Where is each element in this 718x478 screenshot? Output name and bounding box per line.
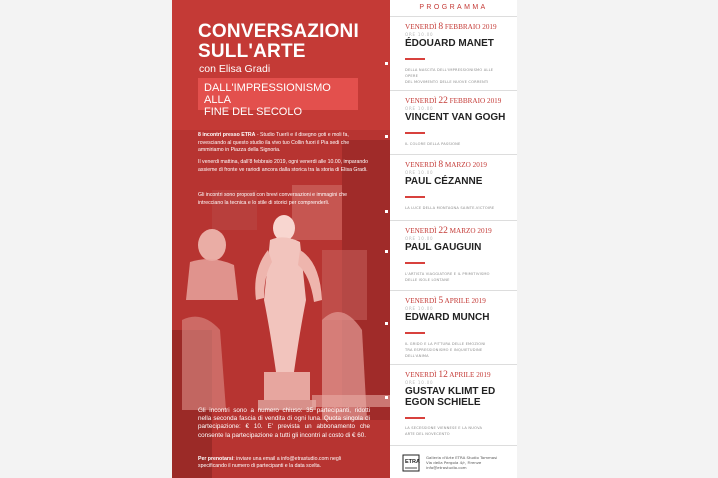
desc-line: DEL MOVIMENTO DELLE NUOVE CORRENTI <box>405 80 489 84</box>
theme-line: DALL'IMPRESSIONISMO ALLA <box>204 82 331 106</box>
footer-line: Galleria d'Arte ETRA Studio Tommasi <box>426 455 498 460</box>
poster <box>172 0 517 478</box>
program-footer <box>390 445 517 478</box>
date-month: FEBBRAIO 2019 <box>444 23 497 31</box>
desc-line: DELLA NASCITA DELL'IMPRESSIONISMO ALLE OPERE <box>405 68 494 78</box>
date-prefix: VENERDÌ <box>405 23 437 31</box>
program-entry <box>390 220 517 290</box>
date-prefix: VENERDÌ <box>405 227 437 235</box>
participation-note: Gli incontri sono a numero chiuso: 35 partecipanti, ridotti nella seconda fascia di vendita di ogni luna. Quota singola di partecipazione: € 10. E' prevista un abbonamento che consente la partecipazione a tutti gli incontri al costo di € 60. <box>198 407 370 439</box>
desc-line: LA SECESSIONE VIENNESE E LA NUOVA <box>405 426 483 430</box>
entry-artist: PAUL GAUGUIN <box>405 242 482 253</box>
date-day: 8 <box>438 22 444 32</box>
date-prefix: VENERDÌ <box>405 371 437 379</box>
program-entry <box>390 364 517 445</box>
marker-dot <box>385 135 388 138</box>
artist-line: GUSTAV KLIMT ED <box>405 386 496 397</box>
entry-desc <box>405 271 507 283</box>
entry-desc <box>405 425 507 437</box>
entry-bar <box>405 332 425 334</box>
intro-paragraph: Il venerdi mattina, dall'8 febbraio 2019, ogni venerdi alle 10.00, imparando assieme di fronte ve rariodi ancora dalla storica tra la storia di Elisa Gradi. <box>198 159 368 173</box>
marker-dot <box>385 62 388 65</box>
entry-time: ORE 10.00 <box>405 236 434 241</box>
program-header: PROGRAMMA <box>419 4 488 11</box>
entry-desc <box>405 141 507 147</box>
entry-date <box>405 96 501 106</box>
entry-desc <box>405 341 507 359</box>
date-day: 22 <box>438 96 448 106</box>
entry-artist: EDWARD MUNCH <box>405 312 490 323</box>
date-day: 22 <box>438 226 448 236</box>
marker-dot <box>385 250 388 253</box>
poster-red-panel <box>172 0 390 478</box>
desc-line: L'ARTISTA VIAGGIATORE E IL PRIMITIVISMO <box>405 272 490 276</box>
contact-info <box>198 456 370 470</box>
entry-bar <box>405 196 425 198</box>
entry-desc <box>405 67 507 85</box>
date-month: FEBBRAIO 2019 <box>449 97 502 105</box>
poster-title-line: SULL'ARTE <box>198 41 306 62</box>
marker-dot <box>385 322 388 325</box>
date-day: 12 <box>438 370 448 380</box>
contact-bold: Per prenotarsi <box>198 456 234 462</box>
entry-time: ORE 10.00 <box>405 380 434 385</box>
entry-bar <box>405 132 425 134</box>
entry-bar <box>405 417 425 419</box>
poster-title <box>198 22 359 62</box>
entry-time: ORE 10.00 <box>405 32 434 37</box>
logo-text: ETRA <box>405 459 420 465</box>
date-month: APRILE 2019 <box>449 371 491 379</box>
desc-line: LA LUCE DELLA MONTAGNA SAINTE-VICTOIRE <box>405 206 495 210</box>
marker-dot <box>385 396 388 399</box>
program-entry <box>390 90 517 154</box>
entry-bar <box>405 58 425 60</box>
entry-date <box>405 296 486 306</box>
entry-time: ORE 10.00 <box>405 106 434 111</box>
desc-line: IL COLORE DELLA PASSIONE <box>405 142 461 146</box>
date-month: MARZO 2019 <box>444 161 488 169</box>
program-entry <box>390 290 517 364</box>
date-prefix: VENERDÌ <box>405 97 437 105</box>
entry-date <box>405 226 492 236</box>
entry-artist: ÉDOUARD MANET <box>405 38 494 49</box>
theme-line: FINE DEL SECOLO <box>204 106 303 118</box>
poster-title-line: CONVERSAZIONI <box>198 21 359 42</box>
program-entry <box>390 16 517 90</box>
entry-artist <box>405 386 495 408</box>
date-prefix: VENERDÌ <box>405 161 437 169</box>
entry-desc <box>405 205 507 211</box>
theme-box <box>198 78 358 118</box>
desc-line: IL GRIDO E LA PITTURA DELLE EMOZIONI <box>405 342 486 346</box>
intro-text: - Studio Tuerli e il disegno goti e moli fa, rovesciando al questo studio ila vivo tuo Collin fuori il Pia sedi che ammiriamo in Piazza della Signoria. <box>198 132 350 154</box>
program-entry <box>390 154 517 220</box>
desc-line: ARTE DEL NOVECENTO <box>405 432 450 436</box>
entry-artist: PAUL CÉZANNE <box>405 176 483 187</box>
entry-date <box>405 370 491 380</box>
artist-line: EGON SCHIELE <box>405 397 481 408</box>
date-day: 5 <box>438 296 444 306</box>
footer-address <box>426 455 512 471</box>
contact-text: : inviare una email a info@etrastudio.com negli specificando il numero di partecipanti e la data scelta. <box>198 456 342 469</box>
entry-bar <box>405 262 425 264</box>
desc-line: TRA ESPRESSIONISMO E INQUIETUDINE DELL'ANIMA <box>405 348 483 358</box>
marker-dot <box>385 210 388 213</box>
desc-line: DELLE ISOLE LONTANE <box>405 278 450 282</box>
footer-line: Via della Pergola 4/r, Firenze <box>426 460 482 466</box>
program-column <box>390 0 517 478</box>
poster-subtitle: con Elisa Gradi <box>199 63 271 75</box>
date-month: MARZO 2019 <box>449 227 492 235</box>
footer-line: info@etrastudio.com <box>426 465 467 471</box>
intro-paragraph <box>198 132 370 155</box>
entry-date <box>405 22 497 32</box>
entry-artist: VINCENT VAN GOGH <box>405 112 506 123</box>
intro-bold: 8 incontri presso ETRA <box>198 132 256 138</box>
entry-time: ORE 10.00 <box>405 170 434 175</box>
date-month: APRILE 2019 <box>444 297 486 305</box>
entry-date <box>405 160 487 170</box>
intro-paragraph: Gli incontri sono proposti con brevi conversazioni e immagini che intrecciano la tecnica e lo stile di storici per comprenderli. <box>198 192 348 206</box>
date-prefix: VENERDÌ <box>405 297 437 305</box>
date-day: 8 <box>438 160 444 170</box>
entry-time: ORE 10.00 <box>405 306 434 311</box>
